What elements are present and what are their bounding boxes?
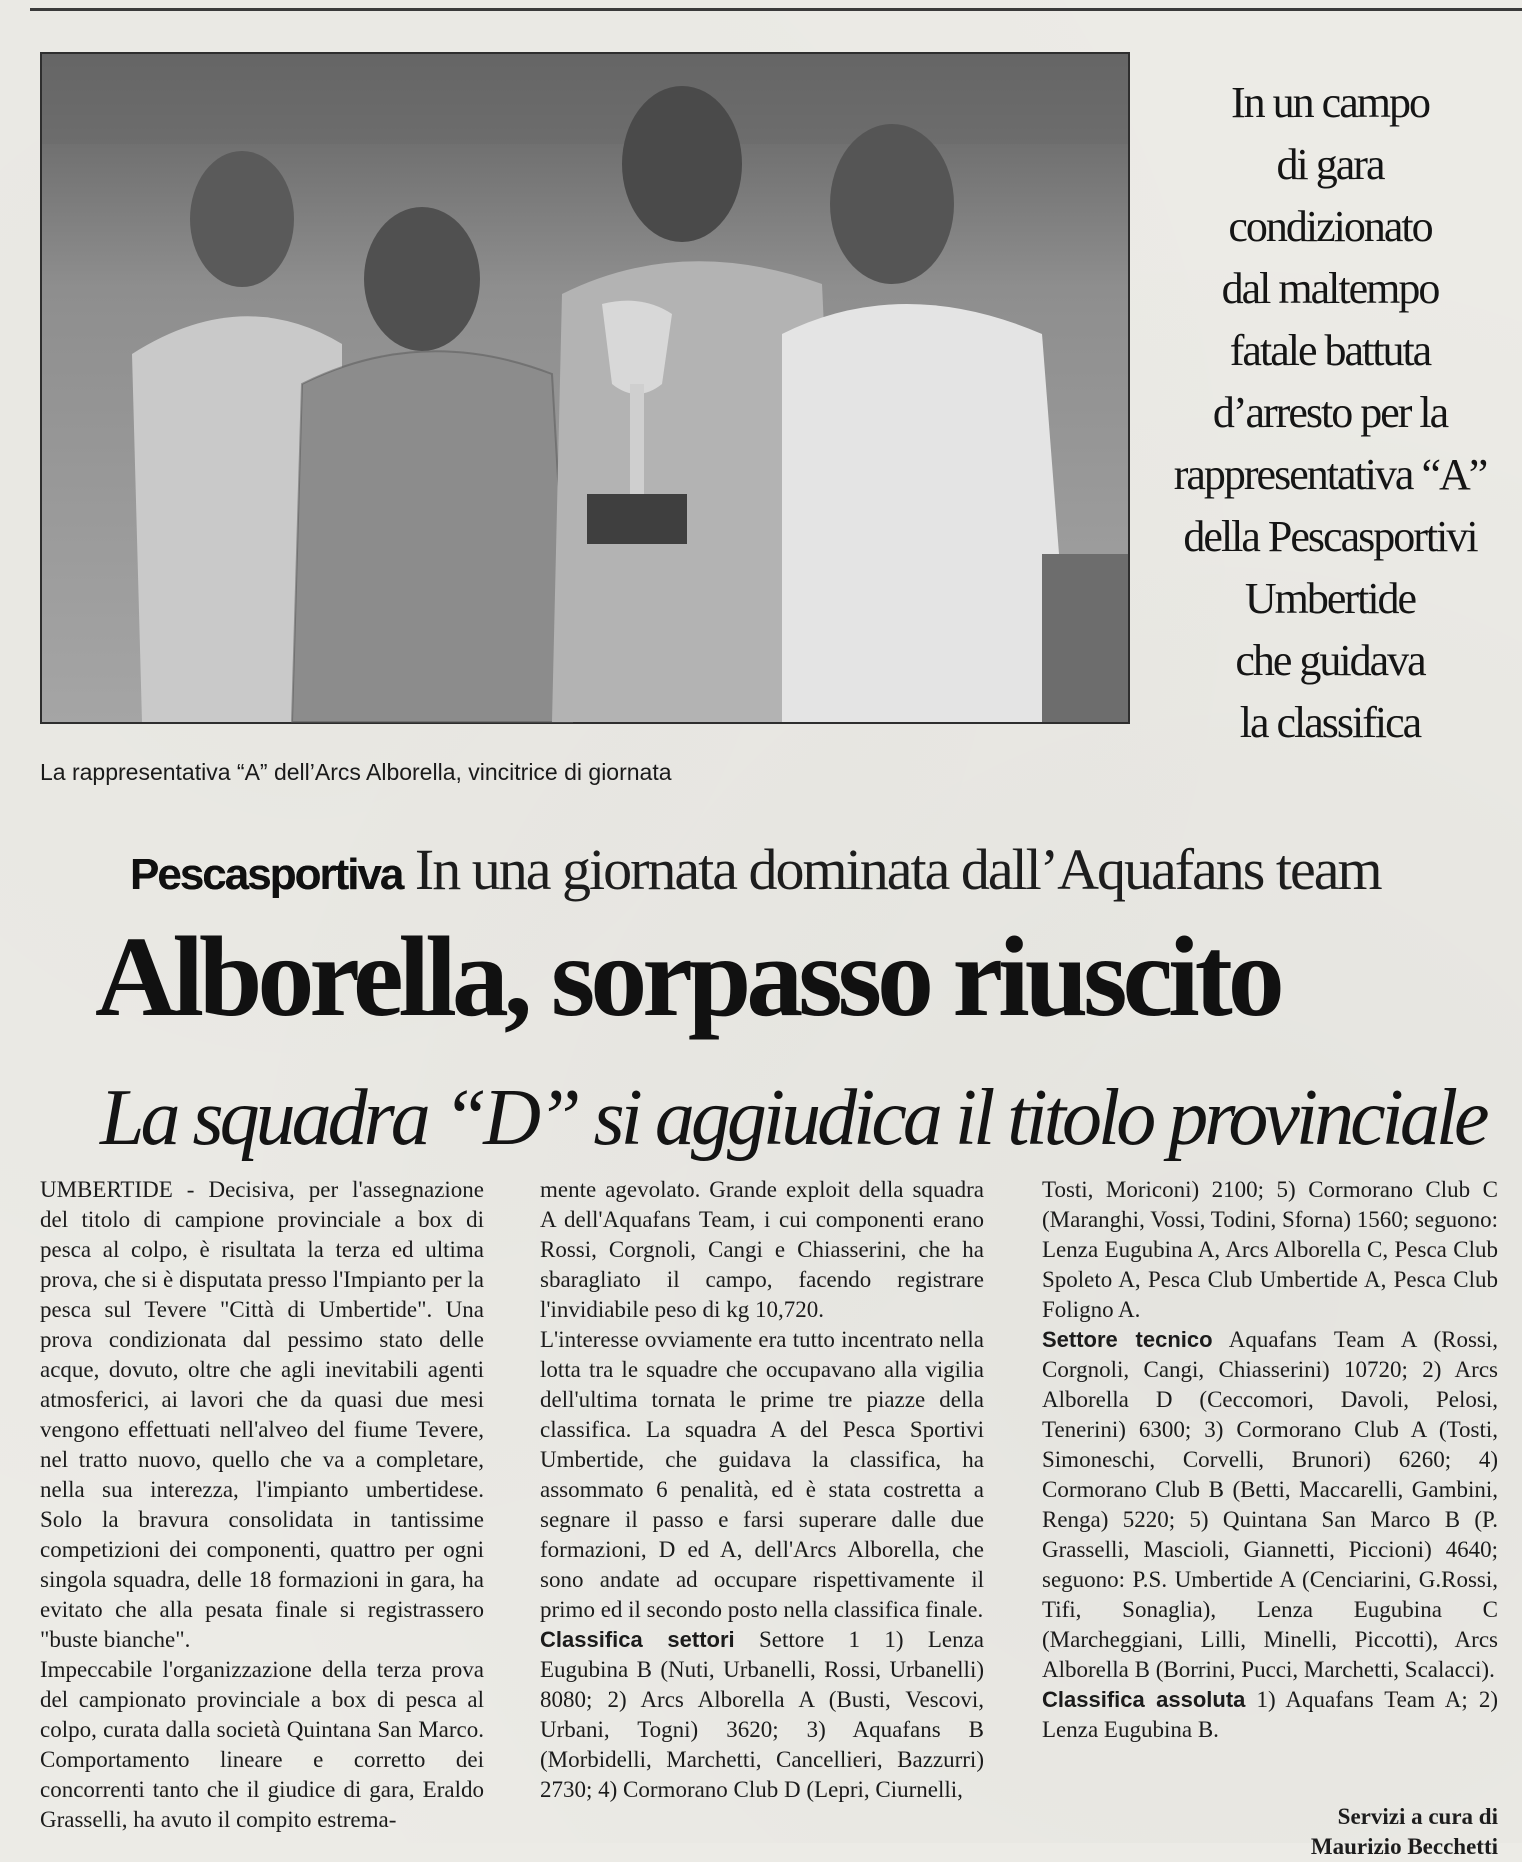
side-note-line: che guidava [1235, 636, 1425, 685]
paragraph: mente agevolato. Grande exploit della squadra A dell'Aquafans Team, i cui componenti erano Rossi, Corgnoli, Cangi e Chiasserini, che ha sbaragliato il campo, facendo registrare l'invidiabile peso di kg 10,720. [540, 1177, 984, 1322]
paragraph [1042, 1325, 1498, 1685]
assoluta-text: 1) Aquafans Team A; 2) Lenza Eugubina B. [1042, 1687, 1498, 1742]
author-credit [1042, 1802, 1498, 1862]
side-note-line: d’arresto per la [1212, 388, 1448, 437]
headline: Alborella, sorpasso riuscito [95, 913, 1280, 1040]
side-note-line: Umbertide [1244, 574, 1416, 623]
side-note-line: della Pescasportivi [1183, 512, 1477, 561]
subheadline: La squadra “D” si aggiudica il titolo provinciale [100, 1074, 1486, 1162]
article-column-1 [40, 1175, 484, 1835]
photo-caption: La rappresentativa “A” dell’Arcs Alborella, vincitrice di giornata [40, 759, 672, 785]
paragraph: L'interesse ovviamente era tutto incentrato nella lotta tra le squadre che occupavano alla vigilia dell'ultima tornata le prime tre piazze della classifica. La squadra A del Pesca Sportivi Umbertide, che guidava la classifica, ha assommato 6 penalità, ed è stata costretta a segnare il passo e farsi superare dalle due formazioni, D ed A, dell'Arcs Alborella, che sono andate ad occupare rispettivamente il primo ed il secondo posto nella classifica finale. [540, 1327, 984, 1622]
article-column-3 [1042, 1175, 1498, 1745]
tecnico-text: Aquafans Team A (Rossi, Corgnoli, Cangi, Chiasserini) 10720; 2) Arcs Alborella D (Ceccomori, Davoli, Pelosi, Tenerini) 6300; 3) Cormorano Club A (Tosti, Simoneschi, Corvelli, Brunori) 6260; 4) Cormorano Club B (Betti, Maccarelli, Gambini, Renga) 5220; 5) Quintana San Marco B (P. Grasselli, Mascioli, Giannetti, Piccioni) 4640; seguono: P.S. Umbertide A (Cenciarini, G.Rossi, Tifi, Sonaglia), Lenza Eugubina C (Marcheggiani, Lilli, Minelli, Piccotti), Arcs Alborella B (Borrini, Pucci, Marchetti, Scalacci). [1042, 1327, 1498, 1682]
side-note-line: In un campo [1231, 78, 1429, 127]
paragraph: Impeccabile l'organizzazione della terza prova del campionato provinciale a box di pesca al colpo, curata dalla società Quintana San Marco. Comportamento lineare e corretto dei concorrenti tanto che il giudice di gara, Eraldo Grasselli, ha avuto il compito estrema- [40, 1657, 484, 1832]
subhead-classifica-assoluta: Classifica assoluta [1042, 1687, 1246, 1712]
kicker-text: In una giornata dominata dall’Aquafans team [414, 837, 1381, 902]
paragraph: Tosti, Moriconi) 2100; 5) Cormorano Club C (Maranghi, Vossi, Todini, Sforna) 1560; seguono: Lenza Eugubina A, Arcs Alborella C, Pesca Club Spoleto A, Pesca Club Umbertide A, Pesca Club Foligno A. [1042, 1177, 1498, 1322]
subhead-classifica-settori: Classifica settori [540, 1627, 735, 1652]
credit-line: Servizi a cura di [1337, 1804, 1498, 1829]
side-note-line: condizionato [1228, 202, 1432, 251]
section-label: Pescasportiva [130, 850, 403, 899]
side-note-line: dal maltempo [1221, 264, 1439, 313]
credit-author: Maurizio Becchetti [1310, 1834, 1498, 1859]
side-note-line: di gara [1276, 140, 1384, 189]
side-note-line: la classifica [1239, 698, 1421, 747]
paragraph: UMBERTIDE - Decisiva, per l'assegnazione del titolo di campione provinciale a box di pesca al colpo, è risultata la terza ed ultima prova, che si è disputata presso l'Impianto per la pesca sul Tevere "Città di Umbertide". Una prova condizionata dal pessimo stato delle acque, dovuto, oltre che agli inevitabili agenti atmosferici, ai lavori che da quasi due mesi vengono effettuati nell'alveo del fiume Tevere, nel tratto nuovo, quello che va a completare, nella sua interezza, l'impianto umbertidese. Solo la bravura consolidata in tantissime competizioni dei componenti, quattro per ogni singola squadra, delle 18 formazioni in gara, ha evitato che alla pesata finale si registrassero "buste bianche". [40, 1177, 484, 1652]
paragraph [1042, 1685, 1498, 1745]
side-note-line: rappresentativa “A” [1173, 450, 1487, 499]
paragraph [540, 1625, 984, 1805]
article-column-2 [540, 1175, 984, 1805]
settori-text: Settore 1 1) Lenza Eugubina B (Nuti, Urbanelli, Rossi, Urbanelli) 8080; 2) Arcs Alborella A (Busti, Vescovi, Urbani, Togni) 3620; 3) Aquafans B (Morbidelli, Marchetti, Cancellieri, Bazzurri) 2730; 4) Cormorano Club D (Lepri, Ciurnelli, [540, 1627, 985, 1802]
side-note-line: fatale battuta [1229, 326, 1431, 375]
subhead-settore-tecnico: Settore tecnico [1042, 1327, 1213, 1352]
